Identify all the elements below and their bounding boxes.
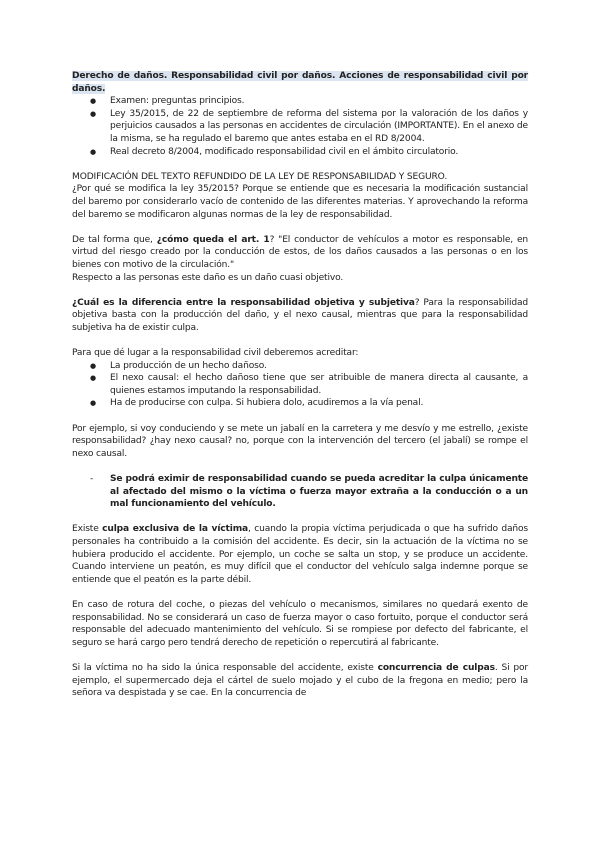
rotura-paragraph: En caso de rotura del coche, o piezas del vehículo o mecanismos, similares no quedará exento de responsabilidad. No se considerará un caso de fuerza mayor o caso fortuito, porque el conductor será responsable del adecuado mantenimiento del vehículo. Si se rompiese por defecto del fabricante, el seguro se hará cargo pero tendrá derecho de repetición o repercutirá al fabricante.	[72, 599, 528, 648]
example-paragraph: Por ejemplo, si voy conduciendo y se mete un jabalí en la carretera y me desvío y me estrello, ¿existe responsabilidad? ¿hay nexo causal? no, porque con la intervención del tercero (el jabalí) se rompe el nexo causal.	[72, 423, 528, 459]
art1-lead: De tal forma que,	[72, 234, 157, 245]
document-title-paragraph	[72, 70, 528, 95]
culpa-term: culpa exclusiva de la víctima	[102, 524, 249, 535]
exemption-text: Se podrá eximir de responsabilidad cuando se pueda acreditar la culpa únicamente al afectado del mismo o la víctima o fuerza mayor extraña a la conducción o a un mal funcionamiento del vehículo.	[110, 474, 528, 510]
art1-rest: ? "El conductor de vehículos a motor es responsable, en virtud del riesgo creado por la conducción de estos, de los daños causados a las personas o en los bienes con motivo de la circulación."	[72, 234, 529, 270]
requirement-item: ● El nexo causal: el hecho dañoso tiene que ser atribuible de manera directa al causante, a quienes estamos imputando la responsabilidad.	[110, 372, 528, 397]
intro-bullet: ● Examen: preguntas principios.	[110, 95, 528, 108]
requirement-item: ● La producción de un hecho dañoso.	[110, 360, 528, 373]
culpa-lead: Existe	[72, 524, 103, 535]
section-paragraph: ¿Por qué se modifica la ley 35/2015? Porque se entiende que es necesaria la modificación sustancial del baremo por considerarlo vacío de contenido de las diferentes materias. Y aprovechando la reforma del baremo se modificaron algunas normas de la ley de responsabilidad.	[72, 184, 528, 220]
requirements-list	[72, 360, 528, 410]
concurrencia-rest: . Si por ejemplo, el supermercado deja el cártel de suelo mojado y el cubo de la fregona en medio; pero la señora va despistada y se cae. En la concurrencia de	[72, 662, 528, 699]
diff-rest: ? Para la responsabilidad objetiva basta con la producción del daño, y el nexo causal, mientras que para la responsabilidad subjetiva ha de existir culpa.	[72, 297, 528, 333]
exemption-item	[110, 473, 528, 511]
exemption-list	[72, 473, 528, 511]
intro-bullet: ● Real decreto 8/2004, modificado responsabilidad civil en el ámbito circulatorio.	[110, 146, 528, 159]
art1-question: ¿cómo queda el art. 1	[156, 234, 270, 245]
diff-paragraph	[72, 297, 528, 335]
document-title: Derecho de daños. Responsabilidad civil por daños. Acciones de responsabilidad civil por daños.	[72, 71, 528, 94]
document-page	[72, 70, 528, 700]
art1-paragraph	[72, 234, 528, 272]
diff-question: ¿Cuál es la diferencia entre la responsabilidad objetiva y subjetiva	[72, 297, 415, 308]
section-heading: MODIFICACIÓN DEL TEXTO REFUNDIDO DE LA LEY DE RESPONSABILIDAD Y SEGURO.	[72, 171, 448, 182]
concurrencia-paragraph	[72, 662, 528, 700]
requirements-intro: Para que dé lugar a la responsabilidad civil deberemos acreditar:	[72, 348, 359, 359]
intro-bullet-list	[72, 95, 528, 158]
art1-line2: Respecto a las personas este daño es un daño cuasi objetivo.	[72, 272, 344, 283]
culpa-exclusiva-paragraph	[72, 523, 528, 586]
culpa-rest: , cuando la propia víctima perjudicada o que ha sufrido daños personales ha contribuido a la comisión del accidente. Es decir, sin la actuación de la víctima no se hubiera producido el accidente. Por ejemplo, un coche se salta un stop, y se produce un accidente. Cuando interviene un peatón, es muy difícil que el conductor del vehículo salga indemne porque se entiende que el peatón es la parte débil.	[72, 524, 528, 585]
concurrencia-lead: Si la víctima no ha sido la única responsable del accidente, existe	[72, 662, 378, 673]
intro-bullet: ● Ley 35/2015, de 22 de septiembre de reforma del sistema por la valoración de los daños y perjuicios causados a las personas en accidentes de circulación (IMPORTANTE). En el anexo de la misma, se ha regulado el baremo que antes estaba en el RD 8/2004.	[110, 108, 528, 146]
requirement-item: ● Ha de producirse con culpa. Si hubiera dolo, acudiremos a la vía penal.	[110, 397, 528, 410]
concurrencia-term: concurrencia de culpas	[377, 662, 495, 673]
